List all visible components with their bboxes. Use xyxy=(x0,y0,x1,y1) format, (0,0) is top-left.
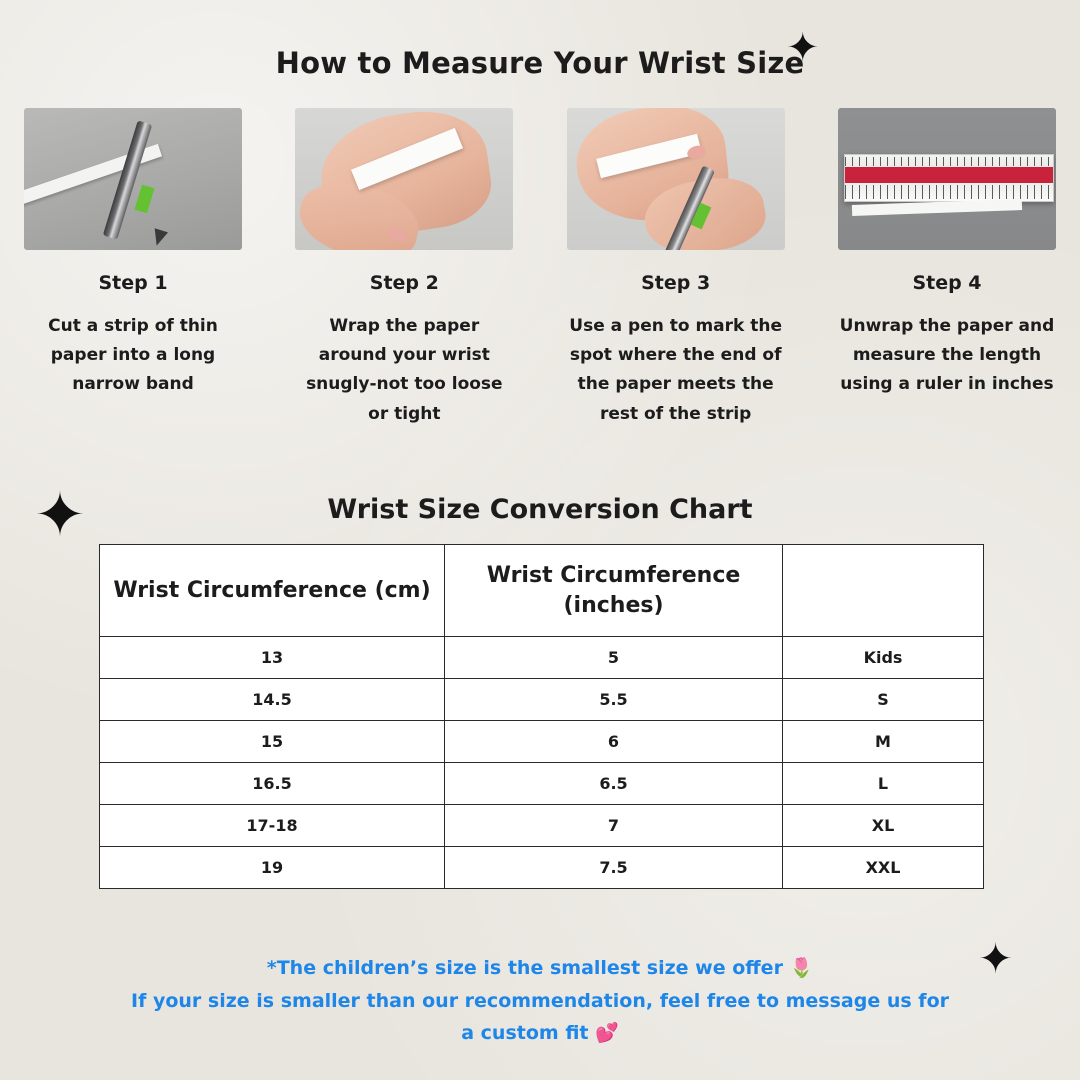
pencil-shape xyxy=(103,120,152,239)
cell-cm: 13 xyxy=(100,637,445,679)
marking-paper-with-pen-photo xyxy=(567,108,785,250)
step-card xyxy=(838,108,1056,429)
ruler-ticks-bottom xyxy=(845,185,1053,199)
cell-cm: 17-18 xyxy=(100,805,445,847)
table-row xyxy=(100,847,984,889)
table-row xyxy=(100,805,984,847)
cell-inches: 7.5 xyxy=(445,847,783,889)
column-header-inches: Wrist Circumference (inches) xyxy=(445,545,783,637)
cell-cm: 15 xyxy=(100,721,445,763)
cell-size: XL xyxy=(783,805,984,847)
cell-size: Kids xyxy=(783,637,984,679)
step-label: Step 4 xyxy=(912,272,982,294)
pencil-grip-shape xyxy=(134,185,154,214)
step-label: Step 1 xyxy=(98,272,168,294)
table-row xyxy=(100,679,984,721)
footer-note-line-2: If your size is smaller than our recommendation, feel free to message us for xyxy=(131,989,949,1012)
ruler-ticks-top xyxy=(845,157,1053,166)
footer-note xyxy=(40,952,1040,1050)
cell-inches: 6 xyxy=(445,721,783,763)
footer-note-line-1: *The children’s size is the smallest size we offer 🌷 xyxy=(266,957,814,979)
ruler-red-band xyxy=(845,167,1053,183)
cell-inches: 5.5 xyxy=(445,679,783,721)
cell-inches: 6.5 xyxy=(445,763,783,805)
table-row xyxy=(100,637,984,679)
step-label: Step 2 xyxy=(369,272,439,294)
size-conversion-table xyxy=(99,544,984,889)
chart-title: Wrist Size Conversion Chart xyxy=(327,494,753,525)
paper-wrapped-around-wrist-photo xyxy=(295,108,513,250)
pencil-tip-shape xyxy=(150,228,168,247)
step-description: Cut a strip of thin paper into a long narrow band xyxy=(48,316,218,395)
column-header-cm: Wrist Circumference (cm) xyxy=(100,545,445,637)
cell-size: XXL xyxy=(783,847,984,889)
sparkle-icon: ✦ xyxy=(978,934,1014,983)
step-description: Wrap the paper around your wrist snugly-not too loose or tight xyxy=(306,316,503,424)
page-title: How to Measure Your Wrist Size xyxy=(275,46,805,80)
ruler-measuring-photo xyxy=(838,108,1056,250)
cell-cm: 19 xyxy=(100,847,445,889)
column-header-size xyxy=(783,545,984,637)
table-header-row xyxy=(100,545,984,637)
step-description: Use a pen to mark the spot where the end of the paper meets the rest of the strip xyxy=(569,316,783,424)
cell-inches: 5 xyxy=(445,637,783,679)
cell-inches: 7 xyxy=(445,805,783,847)
steps-row xyxy=(24,108,1056,429)
sparkle-icon: ✦ xyxy=(786,25,820,71)
cell-cm: 14.5 xyxy=(100,679,445,721)
step-card xyxy=(567,108,785,429)
table-row xyxy=(100,763,984,805)
cell-size: M xyxy=(783,721,984,763)
pencil-and-paper-strip-photo xyxy=(24,108,242,250)
table-row xyxy=(100,721,984,763)
cell-size: S xyxy=(783,679,984,721)
cell-cm: 16.5 xyxy=(100,763,445,805)
size-conversion-table-wrapper xyxy=(99,544,983,889)
step-card xyxy=(24,108,242,429)
step-card xyxy=(295,108,513,429)
ruler-shape xyxy=(844,154,1054,202)
footer-note-line-3: a custom fit 💕 xyxy=(461,1022,619,1045)
sparkle-icon: ✦ xyxy=(34,478,86,551)
cell-size: L xyxy=(783,763,984,805)
step-description: Unwrap the paper and measure the length using a ruler in inches xyxy=(839,316,1055,395)
step-label: Step 3 xyxy=(641,272,711,294)
